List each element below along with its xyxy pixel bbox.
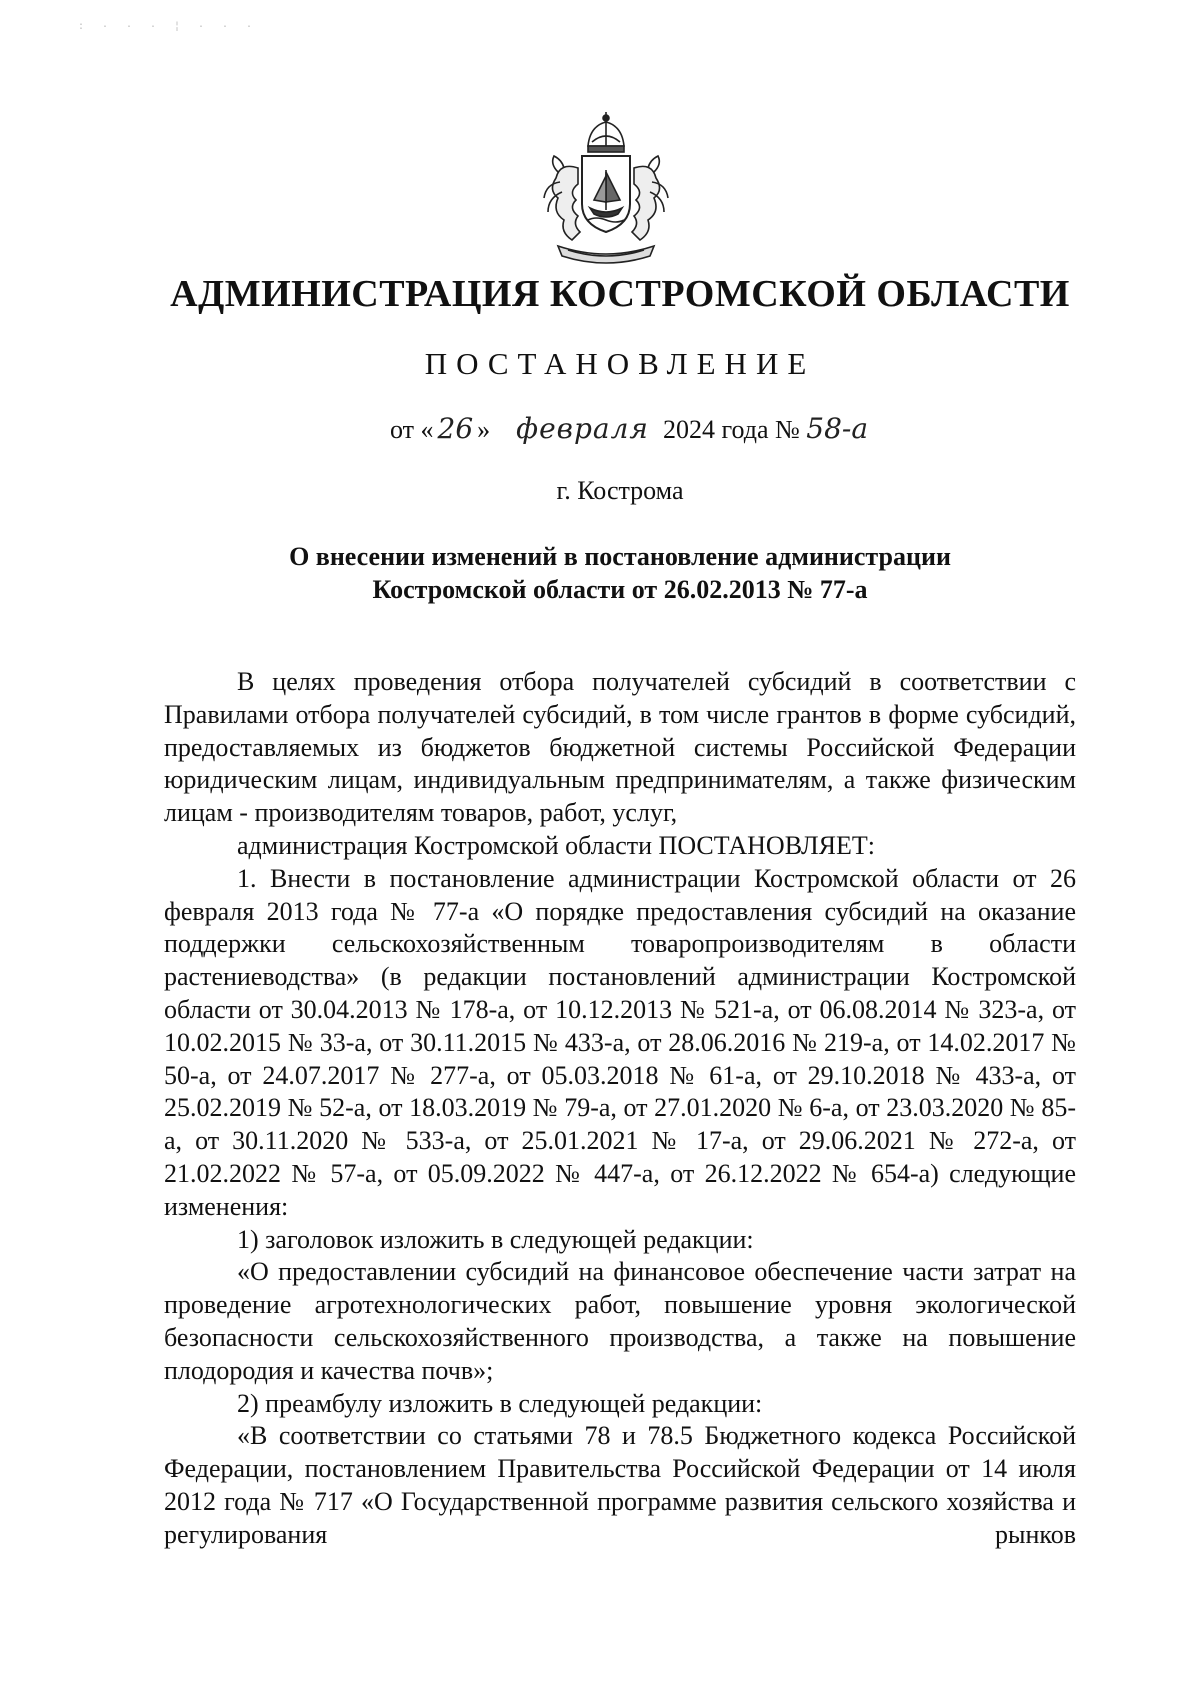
paragraph-item-1: 1. Внести в постановление администрации Костромской области от 26 февраля 2013 года № 77-а «О порядке предоставления субсидий на оказание поддержки сельскохозяйственным товаропроизводителям в области растениеводства» (в редакции постановлений администрации Костромской области от 30.04.2013 № 178-а, от 10.12.2013 № 521-а, от 06.08.2014 № 323-а, от 10.02.2015 № 33-а, от 30.11.2015 № 433-а, от 28.06.2016 № 219-а, от 14.02.2017 № 50-а, от 24.07.2017 № 277-а, от 05.03.2018 № 61-а, от 29.10.2018 № 433-а, от 25.02.2019 № 52-а, от 18.03.2019 № 79-а, от 27.01.2020 № 6-а, от 23.03.2020 № 85-а, от 30.11.2020 № 533-а, от 25.01.2021 № 17-а, от 29.06.2021 № 272-а, от 21.02.2022 № 57-а, от 05.09.2022 № 447-а, от 26.12.2022 № 654-а) следующие изменения: xyxy=(164,863,1076,1221)
document-body xyxy=(164,666,1076,1552)
organization-title: АДМИНИСТРАЦИЯ КОСТРОМСКОЙ ОБЛАСТИ xyxy=(170,273,1070,315)
city: г. Кострома xyxy=(556,476,684,505)
handwritten-day: 26 xyxy=(437,412,474,445)
coat-of-arms-icon xyxy=(538,112,674,270)
date-prefix: от « xyxy=(390,415,434,444)
handwritten-month: февраля xyxy=(516,412,649,445)
date-mid: » xyxy=(477,415,491,444)
document-type: ПОСТАНОВЛЕНИЕ xyxy=(424,346,816,381)
scan-artifact: : · · · ¦ · · · xyxy=(78,22,259,33)
paragraph-new-title: «О предоставлении субсидий на финансовое обеспечение части затрат на проведение агротехнологических работ, повышение уровня экологической безопасности сельскохозяйственного производства, а также на повышение плодородия и качества почв»; xyxy=(164,1257,1076,1385)
year-text: 2024 года № xyxy=(662,415,800,444)
subject-line-2: Костромской области от 26.02.2013 № 77-а xyxy=(372,575,868,604)
handwritten-number: 58-а xyxy=(806,412,869,445)
paragraph-subitem-1: 1) заголовок изложить в следующей редакции: xyxy=(237,1224,754,1254)
paragraph-preamble: В целях проведения отбора получателей субсидий в соответствии с Правилами отбора получателей субсидий, в том числе грантов в форме субсидий, предоставляемых из бюджетов бюджетной системы Российской Федерации юридическим лицам, индивидуальным предпринимателям, а также физическим лицам - производителям товаров, работ, услуг, xyxy=(164,667,1076,828)
paragraph-resolves: администрация Костромской области ПОСТАНОВЛЯЕТ: xyxy=(237,830,876,860)
paragraph-subitem-2: 2) преамбулу изложить в следующей редакции: xyxy=(237,1388,763,1418)
document-subject xyxy=(0,540,1200,606)
document-date-line xyxy=(390,412,868,445)
paragraph-new-preamble: «В соответствии со статьями 78 и 78.5 Бюджетного кодекса Российской Федерации, постановлением Правительства Российской Федерации от 14 июля 2012 года № 717 «О Государственной программе развития сельского хозяйства и регулирования рынков xyxy=(164,1421,1076,1549)
subject-line-1: О внесении изменений в постановление администрации xyxy=(289,542,951,571)
